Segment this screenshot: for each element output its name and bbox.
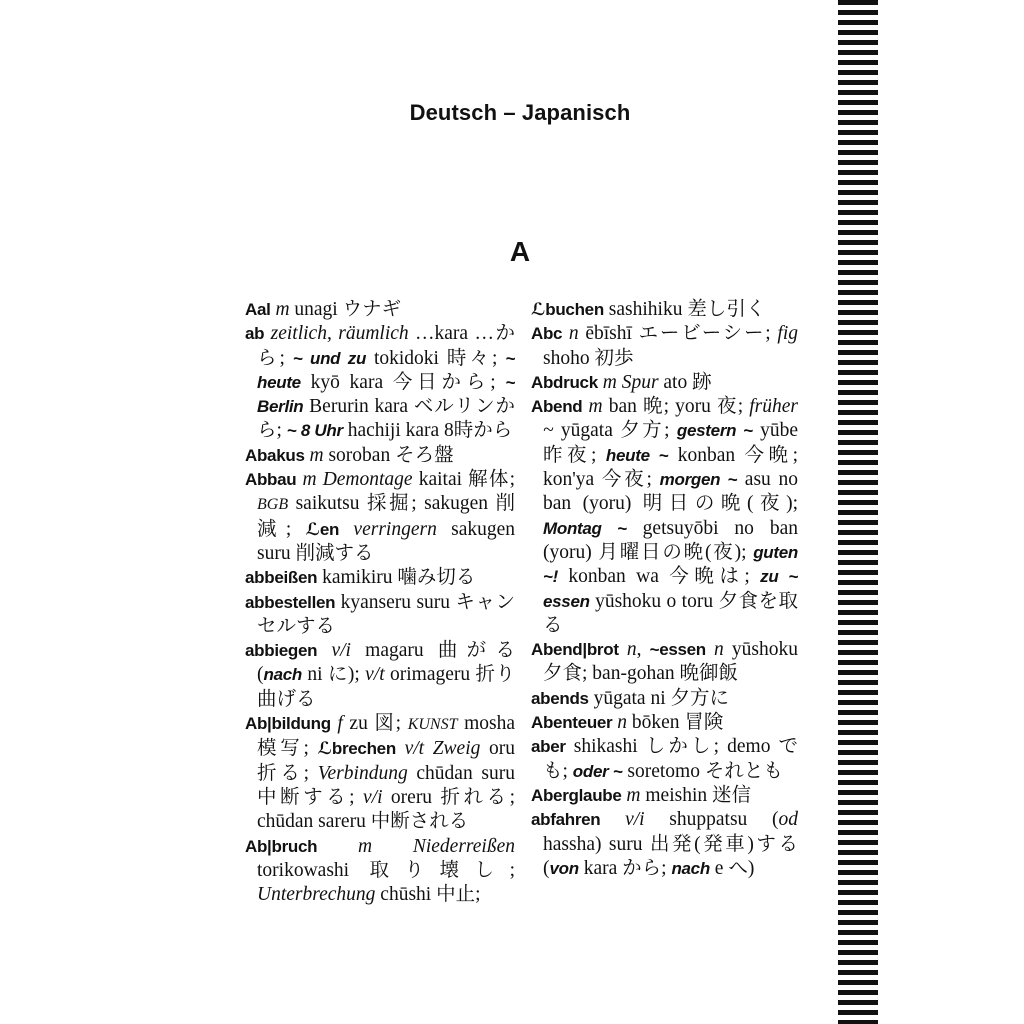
- translation-text: zu 図;: [342, 713, 408, 735]
- page-title: Deutsch – Japanisch: [409, 100, 631, 125]
- example-phrase: oder ~: [572, 761, 623, 781]
- dictionary-entry: [531, 638, 798, 687]
- headword: Abend: [531, 397, 583, 417]
- translation-text: yūshoku 夕食; ban-gohan 晩御飯: [543, 639, 798, 685]
- translation-text: tokidoki 時々;: [366, 347, 506, 369]
- headword: Ab|bruch: [245, 836, 318, 856]
- grammar-label: v/i: [331, 640, 351, 662]
- headword: Abakus: [245, 445, 305, 465]
- translation-text: konban 今晩; kon'ya 今夜;: [543, 444, 799, 491]
- example-phrase: zu ~ essen: [543, 567, 799, 611]
- translation-text: getsuyōbi no ban (yoru) 月曜日の晩(夜);: [543, 517, 798, 563]
- dictionary-entry: [531, 735, 798, 784]
- headword: abends: [531, 688, 589, 708]
- translation-text: sakugen suru 削減する: [257, 518, 516, 564]
- translation-text: mosha 模写;: [257, 713, 515, 760]
- grammar-label: zeitlich, räumlich: [270, 323, 409, 345]
- headword: Abend|brot: [531, 640, 619, 660]
- translation-text: yūbe 昨夜;: [543, 420, 798, 466]
- translation-text: kyanseru suru キャンセルする: [257, 591, 515, 637]
- translation-text: shoho 初歩: [543, 347, 634, 369]
- dictionary-entry: [245, 835, 515, 908]
- translation-text: [317, 640, 331, 661]
- translation-text: kara から;: [578, 857, 672, 879]
- translation-text: meishin 迷信: [640, 784, 751, 806]
- dictionary-entry: [531, 687, 798, 711]
- translation-text: [396, 738, 405, 759]
- translation-text: konban wa 今晩は;: [558, 566, 761, 588]
- example-phrase: ~ heute: [257, 348, 515, 392]
- translation-text: ēbīshī エービーシー;: [578, 323, 778, 345]
- dictionary-entry: [245, 298, 515, 322]
- example-phrase: nach: [263, 665, 302, 685]
- translation-text: ato 跡: [658, 371, 712, 393]
- example-phrase: ~ Berlin: [257, 372, 515, 417]
- example-phrase: ~ und zu: [292, 348, 367, 368]
- translation-text: oreru 折れる; chūdan sareru 中断される: [257, 786, 516, 833]
- section-letter: A: [509, 236, 531, 267]
- grammar-label: Unterbrechung: [257, 884, 376, 906]
- grammar-label: v/i: [625, 809, 645, 831]
- domain-label: KUNST: [407, 716, 458, 734]
- grammar-label: früher ~: [543, 396, 799, 442]
- grammar-label: verringern: [353, 518, 437, 540]
- dictionary-entry: [531, 808, 798, 881]
- translation-text: [600, 809, 625, 830]
- grammar-label: v/i: [363, 786, 383, 808]
- translation-text: kamikiru 噛み切る: [317, 567, 476, 589]
- translation-text: bōken 冒険: [627, 712, 724, 734]
- headword: aber: [531, 737, 566, 757]
- grammar-label: m: [309, 444, 324, 466]
- translation-text: hachiji kara 8時から: [342, 420, 513, 442]
- grammar-label: v/t Zweig: [404, 738, 481, 760]
- translation-text: saikutsu 採掘; sakugen 削減;: [257, 493, 515, 540]
- headword: abfahren: [531, 810, 601, 830]
- translation-text: ni に);: [301, 664, 366, 686]
- grammar-label: od: [778, 809, 798, 831]
- headword: Abenteuer: [531, 713, 613, 733]
- dictionary-entry: [245, 591, 515, 640]
- grammar-label: Verbindung: [317, 762, 408, 784]
- translation-text: Berurin kara ベルリンから;: [257, 396, 515, 442]
- translation-text: asu no ban (yoru) 明日の晩(夜);: [543, 469, 798, 515]
- dictionary-entry: [531, 395, 798, 638]
- example-phrase: nach: [671, 858, 710, 878]
- example-phrase: von: [549, 858, 579, 878]
- dictionary-entry: [531, 711, 798, 735]
- headword: Ab|bildung: [245, 714, 331, 734]
- translation-text: unagi ウナギ: [289, 299, 402, 320]
- translation-text: yūgata ni 夕方に: [588, 687, 729, 709]
- example-phrase: heute ~: [605, 445, 669, 465]
- domain-label: BGB: [257, 496, 289, 514]
- headword: ℒbrechen: [317, 739, 396, 759]
- grammar-label: n: [714, 639, 724, 661]
- translation-text: oru 折る;: [257, 738, 516, 784]
- dictionary-entry: [245, 322, 515, 443]
- grammar-label: m Demontage: [302, 469, 413, 491]
- dictionary-entry: [245, 444, 515, 468]
- translation-text: …kara …から;: [257, 323, 515, 369]
- grammar-label: n: [626, 639, 637, 661]
- dictionary-column-right: [531, 298, 798, 881]
- translation-text: yūshoku o toru 夕食を取る: [543, 590, 798, 636]
- dictionary-entry: [531, 784, 798, 808]
- translation-text: shuppatsu (: [644, 809, 779, 831]
- headword: Abbau: [245, 470, 297, 490]
- grammar-label: m Niederreißen: [358, 835, 515, 857]
- headword: abbestellen: [245, 592, 336, 612]
- dictionary-entry: [245, 566, 515, 590]
- translation-text: chūdan suru 中断する;: [257, 762, 515, 808]
- dictionary-entry: [245, 639, 515, 712]
- dictionary-entry: [245, 468, 515, 566]
- headword: Aberglaube: [531, 785, 622, 805]
- grammar-label: m: [588, 396, 603, 418]
- translation-text: soretomo それとも: [622, 760, 783, 782]
- grammar-label: v/t: [365, 664, 385, 686]
- dictionary-entry: [531, 322, 798, 371]
- translation-text: yūgata 夕方;: [553, 420, 677, 442]
- translation-text: e へ): [709, 857, 755, 879]
- example-phrase: ~ 8 Uhr: [286, 421, 343, 441]
- translation-text: torikowashi 取り壊し;: [257, 859, 515, 881]
- dictionary-entry: [245, 712, 515, 834]
- translation-text: orimageru 折り曲げる: [257, 664, 515, 710]
- headword: abbeißen: [245, 568, 318, 588]
- headword: Abc: [531, 324, 563, 344]
- thumb-index-edge-tab: [838, 0, 878, 1024]
- headword: ℒbuchen: [531, 300, 604, 319]
- example-phrase: morgen ~: [659, 470, 738, 490]
- dictionary-column-left: [245, 298, 515, 907]
- headword: ~essen: [649, 640, 706, 660]
- translation-text: chūshi 中止;: [375, 884, 481, 906]
- dictionary-entry: [531, 298, 798, 322]
- example-phrase: guten ~!: [543, 542, 798, 587]
- translation-text: [339, 519, 353, 540]
- translation-text: shikashi しかし; demo でも;: [543, 736, 798, 782]
- example-phrase: gestern ~: [676, 421, 753, 441]
- example-phrase: Montag ~: [543, 518, 627, 538]
- grammar-label: f: [337, 713, 343, 735]
- grammar-label: m: [626, 784, 641, 806]
- translation-text: soroban そろ盤: [323, 444, 454, 466]
- headword: Aal: [245, 300, 271, 319]
- translation-text: kyō kara 今日から;: [300, 371, 506, 393]
- translation-text: sashihiku 差し引く: [603, 299, 766, 320]
- grammar-label: m: [275, 299, 290, 320]
- translation-text: [619, 639, 627, 660]
- grammar-label: n: [617, 712, 627, 734]
- grammar-label: m Spur: [602, 371, 659, 393]
- translation-text: [562, 323, 569, 344]
- translation-text: kaitai 解体;: [412, 469, 516, 491]
- translation-text: ban 晩; yoru 夜;: [602, 396, 750, 418]
- translation-text: hassha) suru 出発(発車)する (: [543, 833, 798, 879]
- translation-text: magaru 曲がる (: [257, 640, 515, 686]
- dictionary-entry: [531, 371, 798, 395]
- grammar-label: fig: [777, 323, 799, 345]
- headword: Abdruck: [531, 372, 598, 392]
- translation-text: ,: [636, 639, 650, 661]
- headword: ab: [245, 324, 265, 344]
- headword: ℒen: [305, 519, 340, 539]
- translation-text: [706, 639, 714, 660]
- grammar-label: n: [568, 323, 579, 345]
- headword: abbiegen: [245, 641, 318, 661]
- translation-text: [317, 836, 358, 857]
